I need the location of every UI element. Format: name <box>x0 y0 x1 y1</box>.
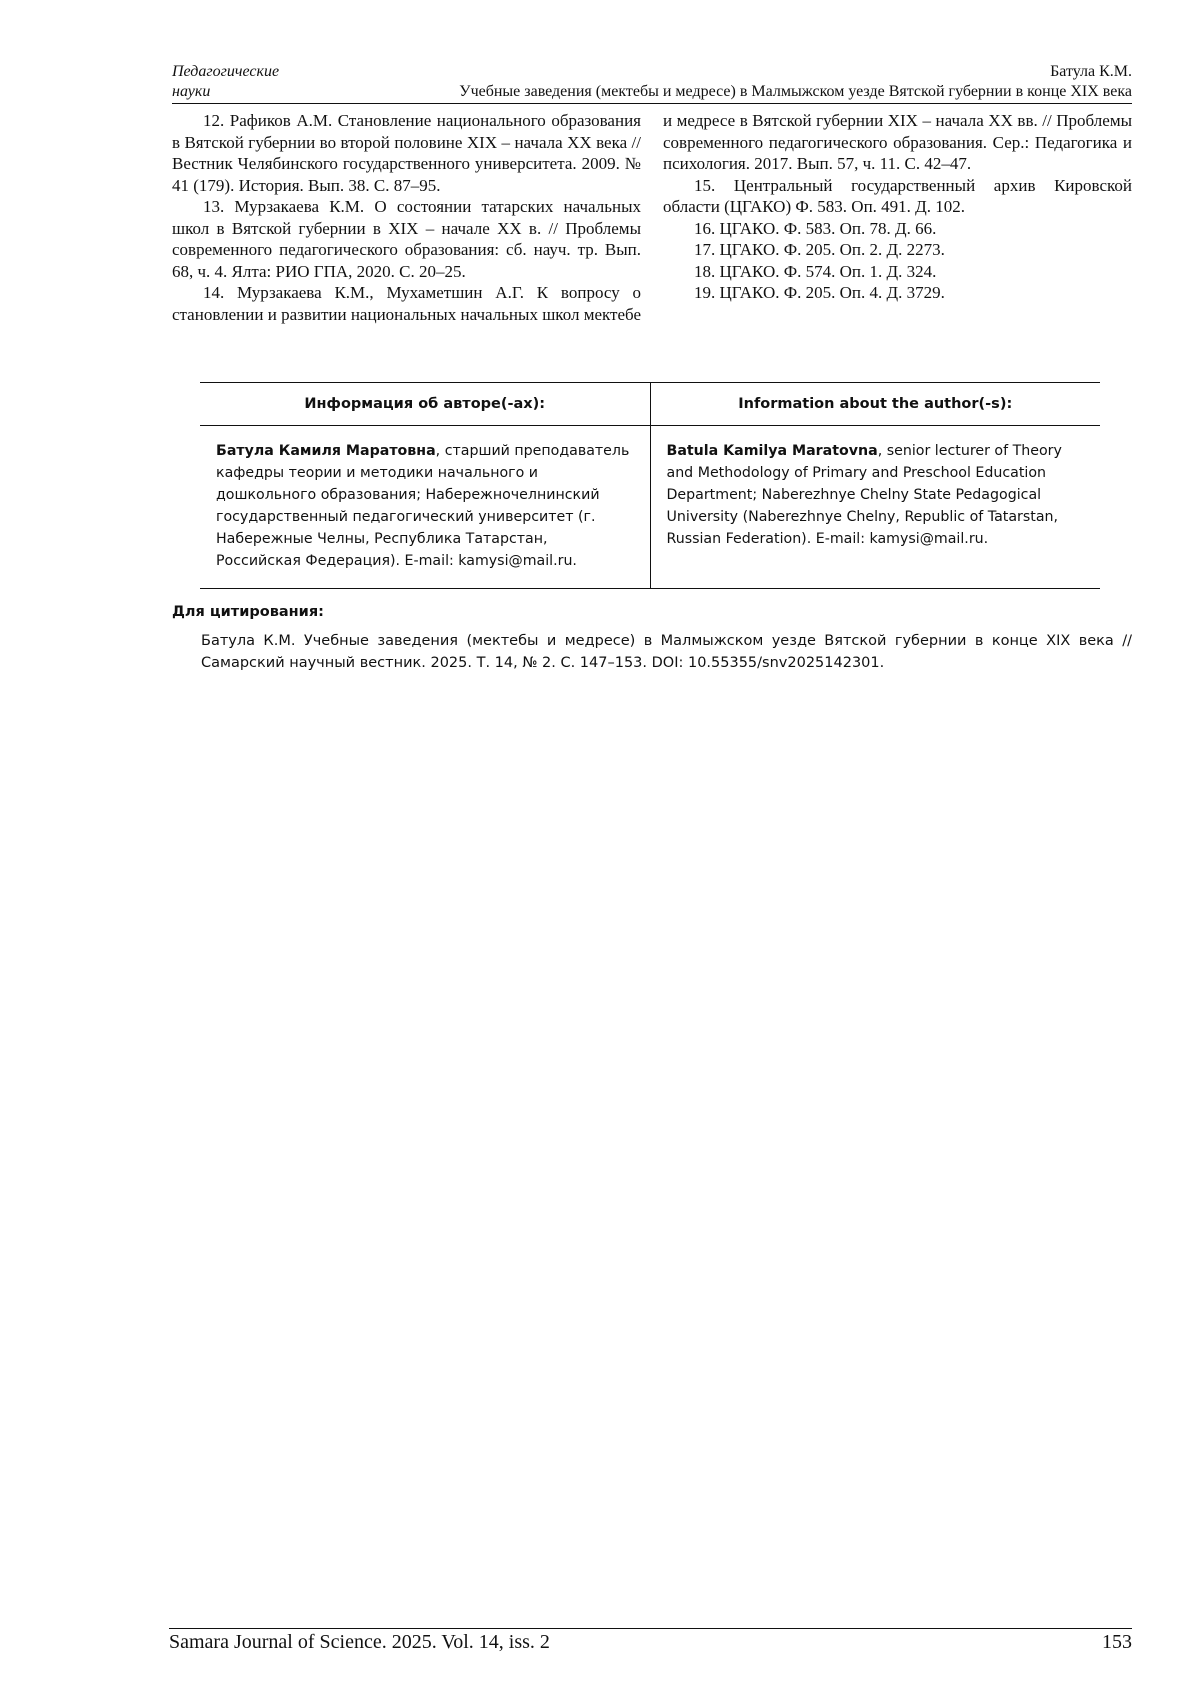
reference-item: 13. Мурзакаева К.М. О состоянии татарских начальных школ в Вятской губернии в XIX – начале XX в. // Проблемы современного педагогического образования: сб. науч. тр. Вып. 68, ч. 4. Ялта: РИО ГПА, 2020. С. 20–25. <box>172 196 641 282</box>
page-number: 153 <box>1102 1630 1132 1654</box>
running-header <box>172 62 1132 106</box>
footer-journal: Samara Journal of Science. 2025. Vol. 14, iss. 2 <box>169 1630 550 1654</box>
footer-rule <box>169 1628 1132 1629</box>
reference-item: 19. ЦГАКО. Ф. 205. Оп. 4. Д. 3729. <box>663 282 1132 304</box>
author-info-en <box>650 426 1100 589</box>
author-name-en: Batula Kamilya Maratovna <box>667 443 878 459</box>
author-info-table <box>200 382 1100 589</box>
author-details-ru: , старший преподаватель кафедры теории и методики начального и дошкольного образования; Набережночелнинский государственный педагогический университет (г. Набережные Челны, Республика Татарстан, Российская Федерация). E-mail: kamysi@mail.ru. <box>216 443 629 569</box>
author-info-heading-en: Information about the author(-s): <box>650 383 1100 426</box>
author-info-ru <box>200 426 650 589</box>
reference-item: 16. ЦГАКО. Ф. 583. Оп. 78. Д. 66. <box>663 218 1132 240</box>
author-info-heading-ru: Информация об авторе(-ах): <box>200 383 650 426</box>
header-section: Педагогические науки <box>172 62 302 102</box>
header-title: Учебные заведения (мектебы и медресе) в Малмыжском уезде Вятской губернии в конце XIX века <box>459 82 1132 102</box>
reference-item: 12. Рафиков А.М. Становление национального образования в Вятской губернии во второй половине XIX – начала XX века // Вестник Челябинского государственного университета. 2009. № 41 (179). История. Вып. 38. С. 87–95. <box>172 110 641 196</box>
citation-text: Батула К.М. Учебные заведения (мектебы и медресе) в Малмыжском уезде Вятской губернии в конце XIX века // Самарский научный вестник. 2025. Т. 14, № 2. С. 147–153. DOI: 10.55355/snv2025142301. <box>201 630 1132 674</box>
header-author: Батула К.М. <box>459 62 1132 82</box>
reference-list <box>172 110 1132 355</box>
header-right <box>459 62 1132 102</box>
reference-item: 17. ЦГАКО. Ф. 205. Оп. 2. Д. 2273. <box>663 239 1132 261</box>
reference-item: 18. ЦГАКО. Ф. 574. Оп. 1. Д. 324. <box>663 261 1132 283</box>
author-details-en: , senior lecturer of Theory and Methodology of Primary and Preschool Education Department; Naberezhnye Chelny State Pedagogical University (Naberezhnye Chelny, Republic of Tatarstan, Russian Federation). E-mail: kamysi@mail.ru. <box>667 443 1062 547</box>
header-rule <box>172 103 1132 104</box>
reference-item: 15. Центральный государственный архив Кировской области (ЦГАКО) Ф. 583. Оп. 491. Д. 102. <box>663 175 1132 218</box>
author-name-ru: Батула Камиля Маратовна <box>216 443 436 459</box>
reference-item: 14. Мурзакаева К.М., Мухаметшин А.Г. К вопросу о становлении и развитии национальных начальных школ мектебе и медресе в Вятской губернии XIX – начала XX вв. // Проблемы современного педагогического образования. Сер.: Педагогика и психология. 2017. Вып. 57, ч. 11. С. 42–47. <box>172 110 1132 325</box>
citation-label: Для цитирования: <box>172 604 324 620</box>
